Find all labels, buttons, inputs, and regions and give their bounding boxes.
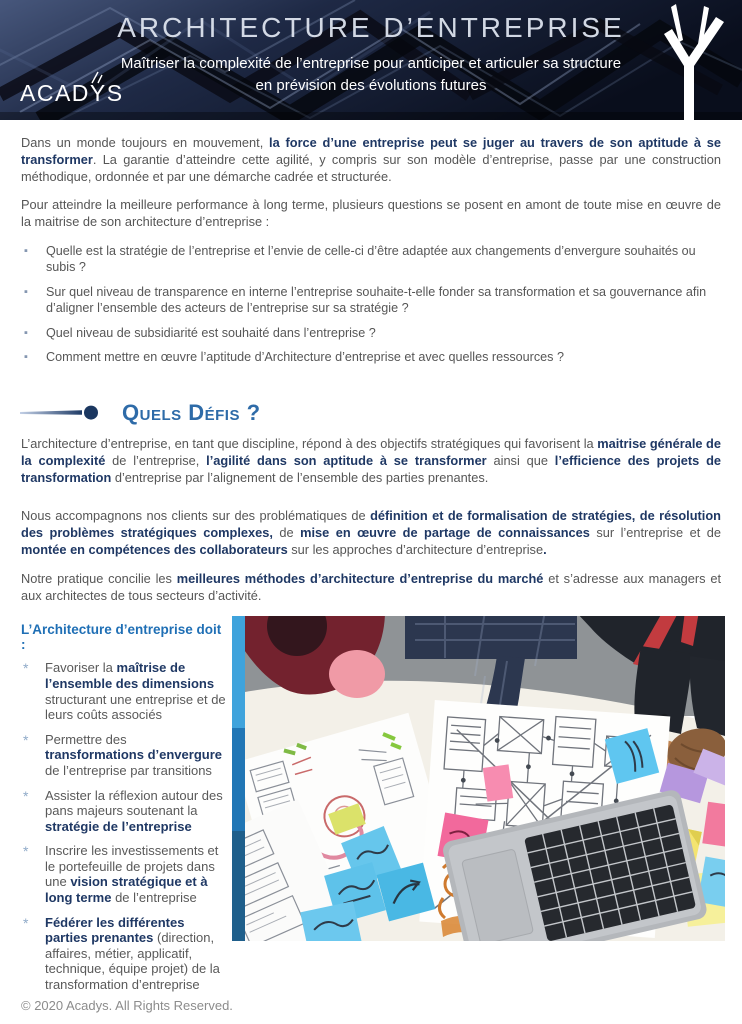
left-column-heading: L’Architecture d’entreprise doit : — [21, 622, 222, 653]
acadys-y-branch-icon — [646, 2, 730, 120]
question-text: Quelle est la stratégie de l’entreprise et l’envie de celle-ci d’être adaptée aux changements d’envergure souhaités ou subis ? — [46, 243, 696, 275]
two-column-section — [21, 622, 721, 1001]
list-item — [21, 843, 226, 905]
must-item-text: Inscrire les investissements et le portefeuille de projets dans une vision stratégique et à long terme de l’entreprise — [45, 843, 219, 906]
list-item — [21, 915, 226, 993]
challenges-paragraph-3: Notre pratique concilie les meilleures méthodes d’architecture d’entreprise du marché et s’adresse aux managers et aux architectes de tous secteurs d’activité. — [21, 570, 722, 603]
arrow-bullet-icon — [18, 404, 108, 422]
acadys-logo-text: ACADYS — [20, 80, 124, 106]
accent-bar-segment-top — [232, 616, 245, 728]
list-item — [21, 325, 721, 342]
blue-accent-bar — [232, 616, 245, 941]
asterisk-bullet-icon: * — [23, 731, 29, 748]
intro-paragraph-2: Pour atteindre la meilleure performance à long terme, plusieurs questions se posent en amont de toute mise en œuvre de la maitrise de son architecture d’entreprise : — [21, 197, 721, 230]
square-bullet-icon: ▪ — [24, 244, 28, 257]
square-bullet-icon: ▪ — [24, 351, 28, 364]
photo-illustration — [245, 616, 725, 941]
page-title: ARCHITECTURE D’ENTREPRISE — [117, 12, 625, 43]
asterisk-bullet-icon: * — [23, 787, 29, 804]
asterisk-bullet-icon: * — [23, 843, 29, 860]
intro-paragraph-1: Dans un monde toujours en mouvement, la force d’une entreprise peut se juger au travers de son aptitude à se transformer. La garantie d’atteindre cette agilité, y compris sur son modèle d’entreprise, passe par une construction méthodique, ordonnée et par une démarche cadrée et structurée. — [21, 135, 721, 184]
square-bullet-icon: ▪ — [24, 326, 28, 339]
subtitle-line-2: en prévision des évolutions futures — [255, 77, 487, 94]
question-text: Sur quel niveau de transparence en interne l’entreprise souhaite-t-elle fonder sa transformation et sa gouvernance afin d’aligner l’ensemble des acteurs de l’entreprise sur sa stratégie ? — [46, 284, 707, 316]
strategy-questions-list — [21, 243, 721, 366]
team-collaboration-photo — [232, 616, 725, 941]
accent-bar-segment-middle — [232, 728, 245, 831]
question-text: Quel niveau de subsidiarité est souhaité dans l’entreprise ? — [46, 325, 376, 340]
challenges-paragraph-1: L’architecture d’entreprise, en tant que discipline, répond à des objectifs stratégiques qui favorisent la maitrise générale de la complexité de l’entreprise, l’agilité dans son aptitude à se transformer ainsi que l’efficience des projets de transformation d’entreprise par l’alignement de l’ensemble des parties prenantes. — [21, 435, 722, 485]
section-title: Quels Défis ? — [122, 399, 261, 425]
question-text: Comment mettre en œuvre l’aptitude d’Architecture d’entreprise et avec quelles ressources ? — [46, 350, 564, 365]
architecture-must-list — [21, 660, 226, 992]
list-item — [21, 660, 226, 722]
must-item-text: Permettre des transformations d’envergure de l’entreprise par transitions — [45, 731, 222, 778]
list-item — [21, 732, 226, 779]
accent-bar-segment-bottom — [232, 831, 245, 941]
list-item — [21, 243, 721, 276]
square-bullet-icon: ▪ — [24, 285, 28, 298]
hero-banner — [0, 0, 742, 120]
must-item-text: Assister la réflexion autour des pans majeurs soutenant la stratégie de l’entreprise — [45, 787, 223, 834]
must-item-text: Fédérer les différentes parties prenantes (direction, affaires, métier, applicatif, technique, équipe projet) de la transformation d’entreprise — [45, 914, 220, 993]
subtitle-line-1: Maîtriser la complexité de l’entreprise pour anticiper et articuler sa structure — [120, 55, 622, 72]
list-item — [21, 284, 721, 317]
copyright-text: © 2020 Acadys. All Rights Reserved. — [21, 998, 233, 1013]
must-item-text: Favoriser la maîtrise de l’ensemble des dimensions structurant une entreprise et de leurs coûts associés — [45, 660, 226, 723]
section-header — [21, 400, 721, 426]
main-content — [0, 120, 742, 1002]
acadys-logo — [20, 80, 124, 107]
list-item — [21, 349, 721, 366]
list-item — [21, 788, 226, 835]
architecture-must-column — [21, 622, 226, 1001]
challenges-paragraph-2: Nous accompagnons nos clients sur des problématiques de définition et de formalisation de stratégies, de résolution des problèmes stratégiques complexes, de mise en œuvre de partage de connaissances sur l’entreprise et de montée en compétences des collaborateurs sur les approches d’architecture d’entreprise. — [21, 508, 721, 557]
asterisk-bullet-icon: * — [23, 914, 29, 931]
acadys-twig-icon — [89, 71, 107, 84]
asterisk-bullet-icon: * — [23, 660, 29, 677]
